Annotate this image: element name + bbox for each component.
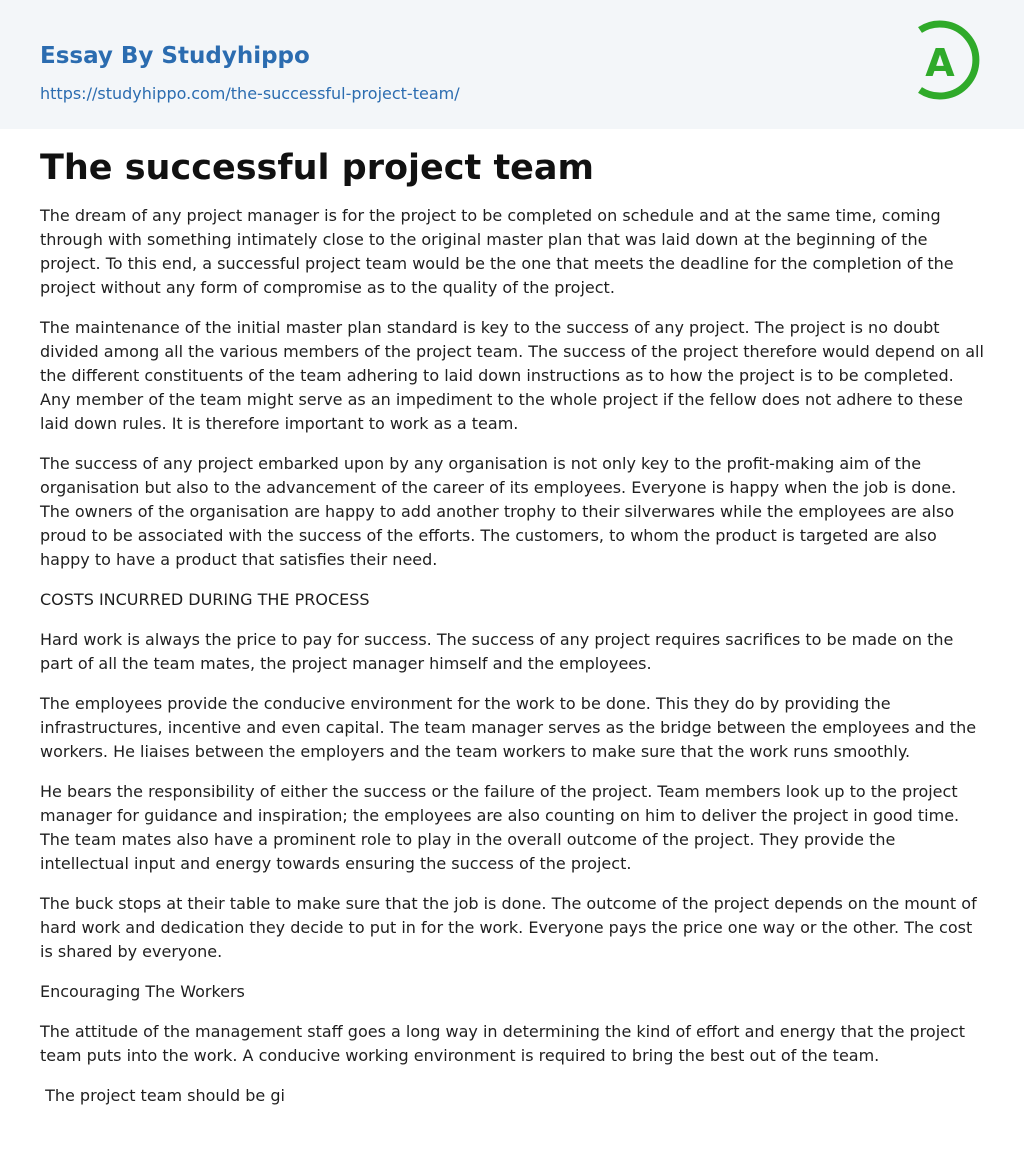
section-heading: COSTS INCURRED DURING THE PROCESS [40,590,370,609]
source-url-link[interactable]: https://studyhippo.com/the-successful-project-team/ [40,84,460,103]
paragraph: The dream of any project manager is for the project to be completed on schedule and at the same time, coming through with something intimately close to the original master plan that was laid down at the beginning of the project. To this end, a successful project team would be the one that meets the deadline for the completion of the project without any form of compromise as to the quality of the project. [40,206,954,297]
paragraph: The success of any project embarked upon by any organisation is not only key to the profit-making aim of the organisation but also to the advancement of the career of its employees. Everyone is happy when the job is done. The owners of the organisation are happy to add another trophy to their silverwares while the employees are also proud to be associated with the success of the efforts. The customers, to whom the product is targeted are also happy to have a product that satisfies their need. [40,454,957,569]
paragraph: The maintenance of the initial master plan standard is key to the success of any project. The project is no doubt divided among all the various members of the project team. The success of the project therefore would depend on all the different constituents of the team adhering to laid down instructions as to how the project is to be completed. Any member of the team might serve as an impediment to the whole project if the fellow does not adhere to these laid down rules. It is therefore important to work as a team. [40,318,984,433]
paragraph: He bears the responsibility of either the success or the failure of the project. Team members look up to the project manager for guidance and inspiration; the employees are also counting on him to deliver the project in good time. The team mates also have a prominent role to play in the overall outcome of the project. They provide the intellectual input and energy towards ensuring the success of the project. [40,782,960,873]
paragraph: The attitude of the management staff goes a long way in determining the kind of effort and energy that the project team puts into the work. A conducive working environment is required to bring the best out of the team. [40,1022,966,1065]
section-heading: Encouraging The Workers [40,982,245,1001]
page-title: The successful project team [40,148,595,188]
paragraph: The employees provide the conducive environment for the work to be done. This they do by providing the infrastructures, incentive and even capital. The team manager serves as the bridge between the employees and the workers. He liaises between the employers and the team workers to make sure that the work runs smoothly. [40,694,977,761]
paragraph: Hard work is always the price to pay for success. The success of any project requires sacrifices to be made on the part of all the team mates, the project manager himself and the employees. [40,630,954,673]
brand-title: Essay By Studyhippo [40,43,310,69]
paragraph: The buck stops at their table to make sure that the job is done. The outcome of the project depends on the mount of hard work and dedication they decide to put in for the work. Everyone pays the price one way or the other. The cost is shared by everyone. [40,894,977,961]
paragraph-truncated: The project team should be gi [40,1086,285,1105]
logo-letter: A [925,41,955,85]
